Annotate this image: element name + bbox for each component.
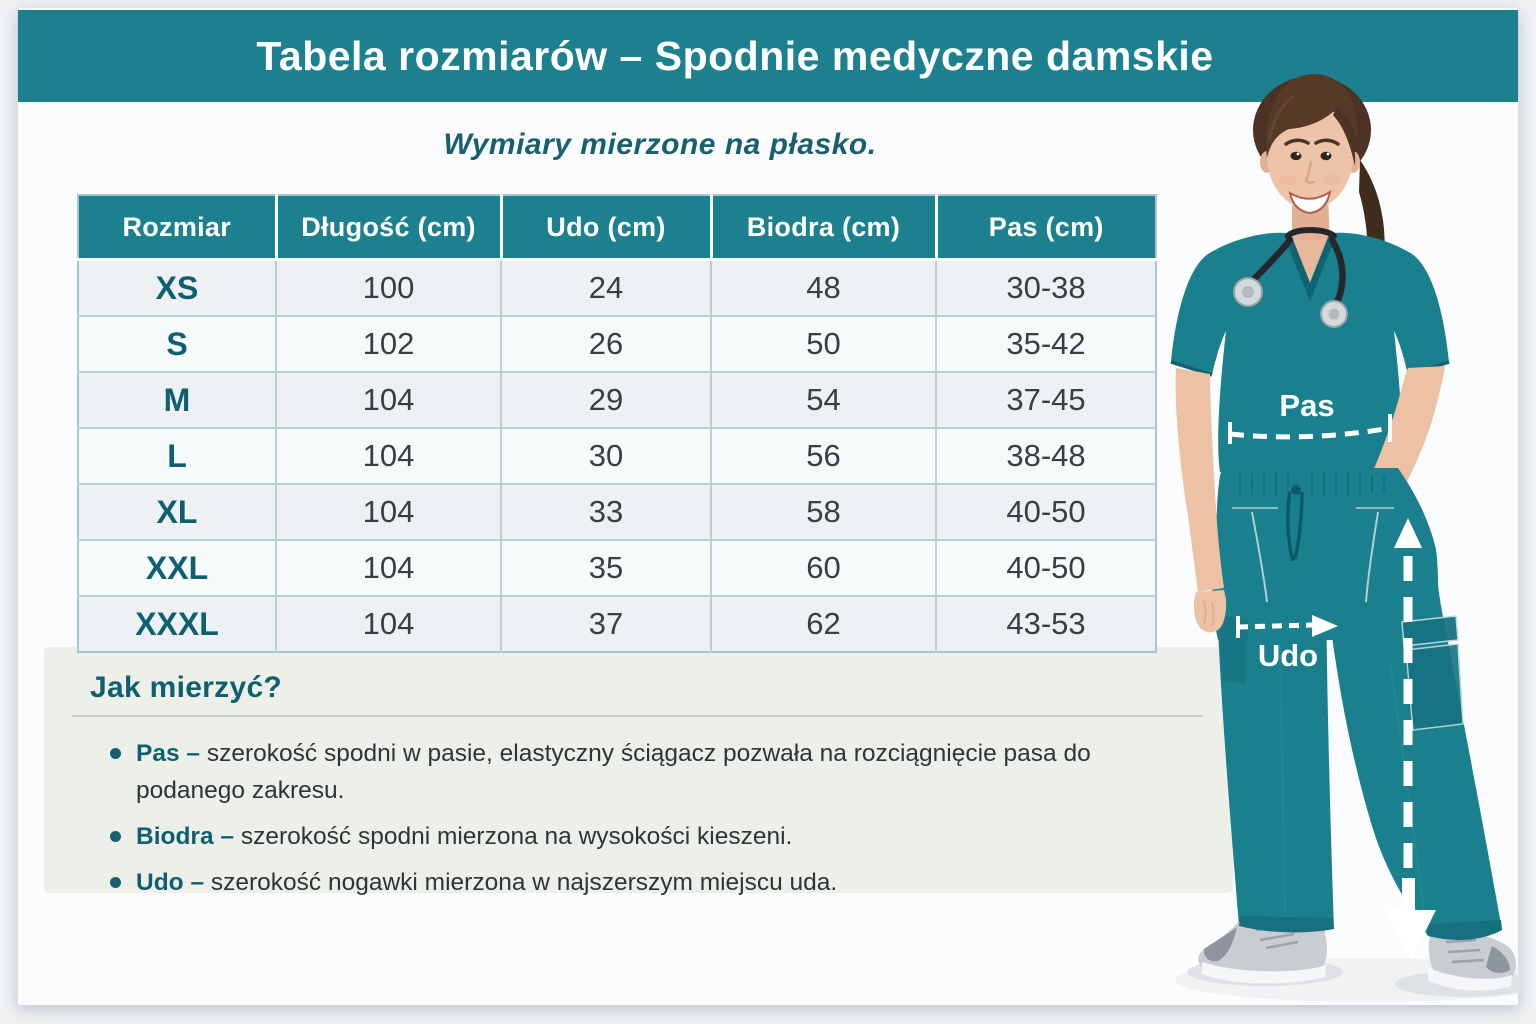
table-row bbox=[78, 596, 1156, 652]
size-cell: XXL bbox=[78, 540, 276, 596]
value-cell: 35-42 bbox=[936, 316, 1156, 372]
table-row bbox=[78, 372, 1156, 428]
scrub-pants bbox=[1212, 468, 1502, 936]
value-cell: 104 bbox=[276, 540, 501, 596]
value-cell: 40-50 bbox=[936, 540, 1156, 596]
value-cell: 100 bbox=[276, 260, 501, 317]
value-cell: 60 bbox=[711, 540, 936, 596]
list-item bbox=[110, 818, 1203, 855]
dash: – bbox=[186, 740, 201, 767]
value-cell: 30 bbox=[501, 428, 711, 484]
value-cell: 102 bbox=[276, 316, 501, 372]
size-cell: XXXL bbox=[78, 596, 276, 652]
measure-description: szerokość spodni w pasie, elastyczny ściągacz pozwała na rozciągnięcie pasa do podanego zakresu. bbox=[136, 740, 1091, 804]
value-cell: 43-53 bbox=[936, 596, 1156, 652]
table-row bbox=[78, 260, 1156, 317]
model-illustration bbox=[1140, 44, 1520, 1004]
measure-term: Pas bbox=[136, 740, 180, 767]
value-cell: 33 bbox=[501, 484, 711, 540]
value-cell: 50 bbox=[711, 316, 936, 372]
table-row bbox=[78, 428, 1156, 484]
value-cell: 37-45 bbox=[936, 372, 1156, 428]
value-cell: 104 bbox=[276, 484, 501, 540]
table-row bbox=[78, 484, 1156, 540]
measure-list bbox=[110, 735, 1203, 901]
how-to-measure-heading: Jak mierzyć? bbox=[90, 671, 283, 704]
size-cell: XS bbox=[78, 260, 276, 317]
measure-description: szerokość spodni mierzona na wysokości kieszeni. bbox=[240, 823, 793, 850]
value-cell: 56 bbox=[711, 428, 936, 484]
size-cell: M bbox=[78, 372, 276, 428]
dash: – bbox=[190, 869, 205, 896]
size-cell: S bbox=[78, 316, 276, 372]
size-cell: XL bbox=[78, 484, 276, 540]
value-cell: 40-50 bbox=[936, 484, 1156, 540]
measure-term: Biodra bbox=[136, 823, 214, 850]
value-cell: 30-38 bbox=[936, 260, 1156, 317]
value-cell: 58 bbox=[711, 484, 936, 540]
size-chart-card bbox=[18, 8, 1518, 1005]
how-to-measure-panel bbox=[44, 647, 1233, 896]
list-item bbox=[110, 864, 1203, 901]
measure-description: szerokość nogawki mierzona w najszerszym miejscu uda. bbox=[210, 869, 838, 896]
model-photo bbox=[1140, 44, 1520, 1004]
value-cell: 35 bbox=[501, 540, 711, 596]
value-cell: 104 bbox=[276, 372, 501, 428]
value-cell: 54 bbox=[711, 372, 936, 428]
value-cell: 37 bbox=[501, 596, 711, 652]
list-item bbox=[110, 735, 1203, 809]
column-header-biodra: Biodra (cm) bbox=[711, 195, 936, 260]
size-cell: L bbox=[78, 428, 276, 484]
udo-annotation-label: Udo bbox=[1257, 638, 1319, 673]
measure-term: Udo bbox=[136, 869, 184, 896]
value-cell: 24 bbox=[501, 260, 711, 317]
column-header-udo: Udo (cm) bbox=[501, 195, 711, 260]
table-header-row bbox=[78, 195, 1156, 260]
value-cell: 26 bbox=[501, 316, 711, 372]
heading-divider bbox=[72, 715, 1203, 717]
table-row bbox=[78, 316, 1156, 372]
pas-annotation-label: Pas bbox=[1279, 388, 1335, 423]
column-header-rozmiar: Rozmiar bbox=[78, 195, 276, 260]
table-row bbox=[78, 540, 1156, 596]
subtitle: Wymiary mierzone na płasko. bbox=[443, 128, 877, 161]
value-cell: 104 bbox=[276, 428, 501, 484]
value-cell: 38-48 bbox=[936, 428, 1156, 484]
value-cell: 62 bbox=[711, 596, 936, 652]
value-cell: 29 bbox=[501, 372, 711, 428]
column-header-dlugosc: Długość (cm) bbox=[276, 195, 501, 260]
value-cell: 48 bbox=[711, 260, 936, 317]
value-cell: 104 bbox=[276, 596, 501, 652]
page-title: Tabela rozmiarów – Spodnie medyczne damskie bbox=[256, 32, 1214, 79]
dash: – bbox=[220, 823, 235, 850]
size-table bbox=[77, 194, 1157, 653]
column-header-pas: Pas (cm) bbox=[936, 195, 1156, 260]
